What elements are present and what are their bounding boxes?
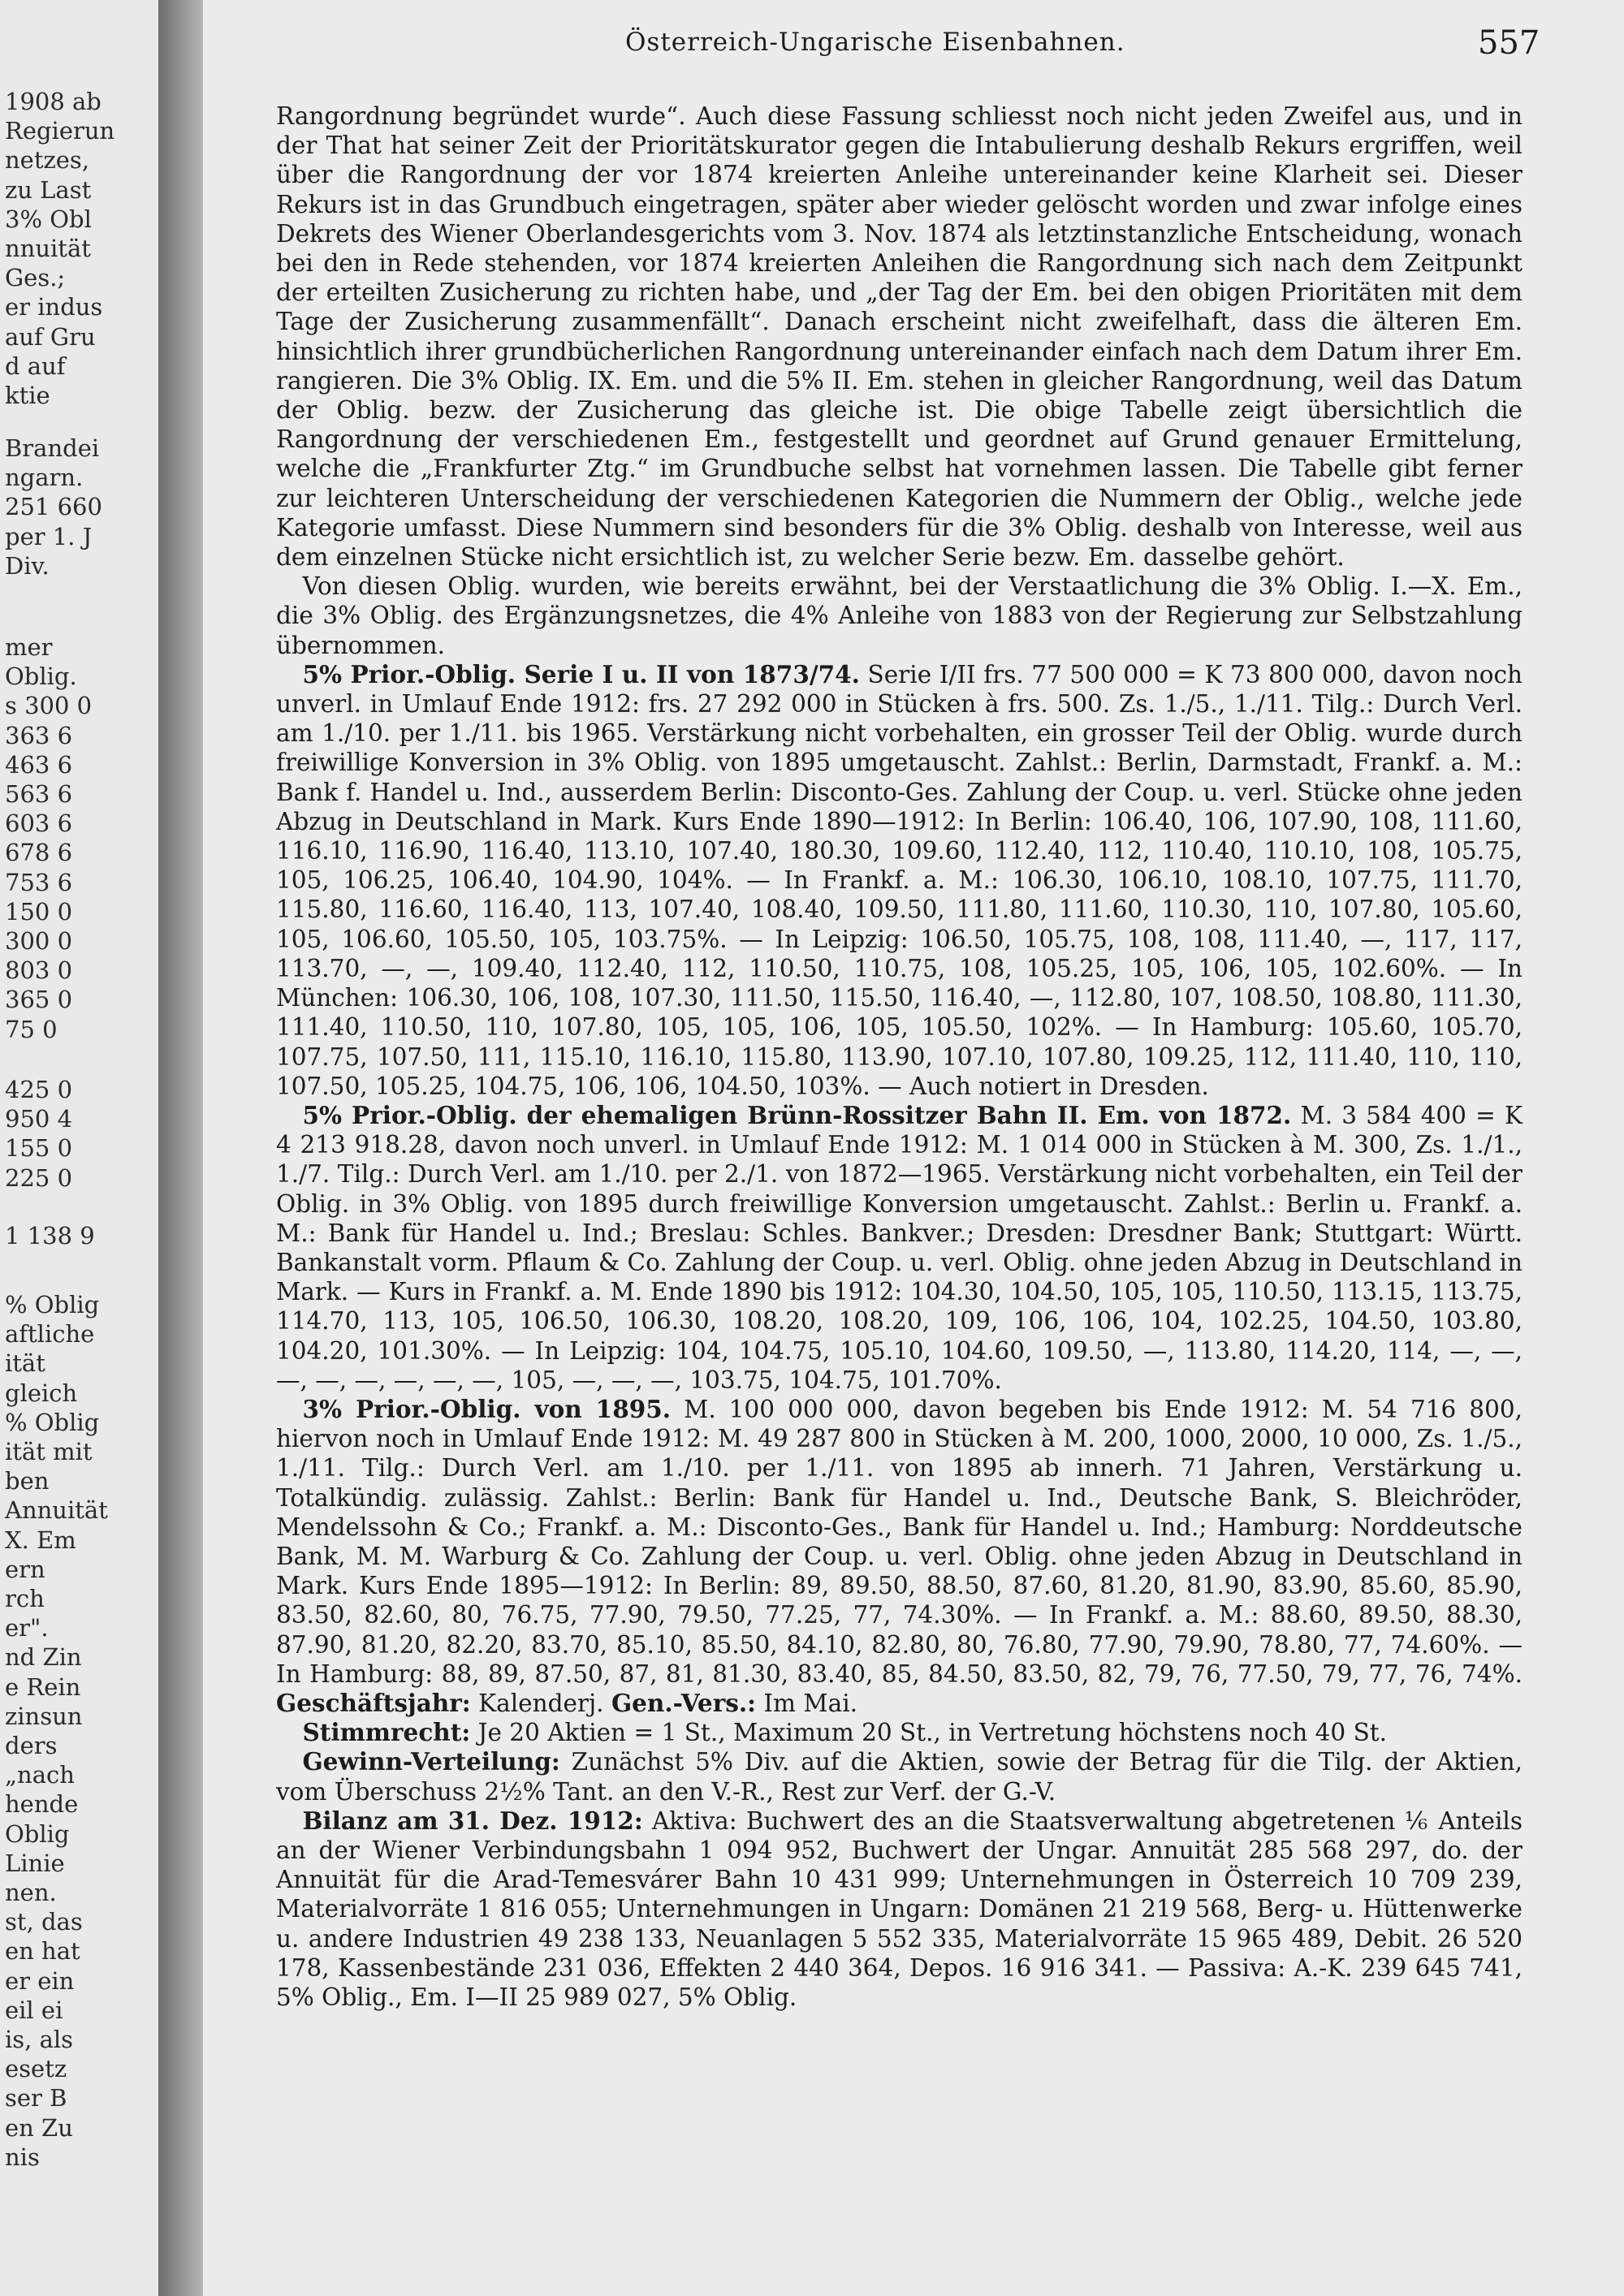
left-page-line: 3% Obl <box>5 205 92 233</box>
left-page-line: 603 6 <box>5 809 73 838</box>
left-page-line: 950 4 <box>5 1105 73 1133</box>
left-page-line: 300 0 <box>5 927 73 955</box>
paragraph-prior-1895 <box>276 1395 1522 1718</box>
left-page-line: auf Gru <box>5 322 96 351</box>
left-page-line: ngarn. <box>5 464 84 492</box>
paragraph-bruenn-rossitz <box>276 1101 1522 1395</box>
left-page-line: Div. <box>5 551 50 580</box>
left-page-line: „nach <box>5 1761 75 1789</box>
left-page-line: 1908 ab <box>5 88 102 115</box>
left-page-line: rch <box>5 1585 45 1612</box>
section-heading: Stimmrecht: <box>302 1718 471 1747</box>
left-page-line: 251 660 <box>5 493 102 521</box>
left-page-line: ben <box>5 1467 50 1495</box>
left-page-line: nnuität <box>5 235 91 262</box>
section-heading: Geschäftsjahr: <box>276 1688 471 1717</box>
left-page-line: Oblig. <box>5 662 77 691</box>
paragraph-text: M. 3 584 400 = K 4 213 918.28, davon noch unverl. in Umlauf Ende 1912: M. 1 014 000 in Stücken à M. 300, Zs. 1./1., 1./7. Tilg.: Durch Verl. am 1./10. per 2./1. von 1872—1965. Verstärkung nicht vorbehalten, ein Teil der Oblig. in 3% Oblig. von 1895 durch freiwillige Konversion umgetauscht. Zahlst.: Berlin u. Frankf. a. M.: Bank für Handel u. Ind.; Breslau: Schles. Bankver.; Dresden: Dresdner Bank; Stuttgart: Württ. Bankanstalt vorm. Pflaum & Co. Zahlung der Coup. u. verl. Oblig. ohne jeden Abzug in Deutschland in Mark. — Kurs in Frankf. a. M. Ende 1890 bis 1912: 104.30, 104.50, 105, 105, 110.50, 113.15, 113.75, 114.70, 113, 105, 106.50, 106.30, 108.20, 108.20, 109, 106, 106, 104, 102.25, 104.50, 103.80, 104.20, 101.30%. — In Leipzig: 104, 104.75, 105.10, 104.60, 109.50, —, 113.80, 114.20, 114, —, —, —, —, —, —, —, —, 105, —, —, —, 103.75, 104.75, 101.70%. <box>276 1101 1522 1394</box>
paragraph-text: Von diesen Oblig. wurden, wie bereits erwähnt, bei der Verstaatlichung die 3% Oblig. I.—X. Em., die 3% Oblig. des Ergänzungsnetzes, die 4% Anleihe von 1883 von der Regierung zur Selbstzahlung übernommen. <box>276 572 1522 659</box>
left-page-line: ser B <box>5 2084 67 2113</box>
left-page-line: gleich <box>5 1379 78 1407</box>
left-page-line: d auf <box>5 352 66 380</box>
left-page-line: hende <box>5 1790 79 1819</box>
left-page-line: per 1. J <box>5 522 93 550</box>
paragraph-stimmrecht <box>276 1718 1522 1747</box>
left-page-line: zinsun <box>5 1702 83 1730</box>
paragraph-text: Rangordnung begründet wurde“. Auch diese Fassung schliesst noch nicht jeden Zweifel aus, und in der That hat seiner Zeit der Prioritätskurator gegen die Intabulierung deshalb Rekurs ergriffen, weil über die Rangordnung der vor 1874 kreierten Anleihe untereinander keine Klarheit sei. Dieser Rekurs ist in das Grundbuch eingetragen, später aber wieder gelöscht worden und zwar infolge eines Dekrets des Wiener Oberlandesgerichts vom 3. Nov. 1874 als letztinstanzliche Entscheidung, wonach bei den in Rede stehenden, vor 1874 kreierten Anleihen die Rangordnung sich nach dem Zeitpunkt der erteilten Zusicherung zu richten habe, und „der Tag der Em. bei den obigen Prioritäten mit dem Tage der Zusicherung zusammenfällt“. Danach erscheint nicht zweifelhaft, dass die älteren Em. hinsichtlich ihrer grundbücherlichen Rangordnung untereinander einfach nach dem Datum ihrer Em. rangieren. Die 3% Oblig. IX. Em. und die 5% II. Em. stehen in gleicher Rangordnung, weil das Datum der Oblig. bezw. der Zusicherung das gleiche ist. Die obige Tabelle zeigt übersichtlich die Rangordnung der verschiedenen Em., festgestellt und geordnet auf Grund genauer Ermittelung, welche die „Frankfurter Ztg.“ im Grundbuche selbst hat vornehmen lassen. Die Tabelle gibt ferner zur leichteren Unterscheidung der verschiedenen Kategorien die Nummern der Oblig., welche jede Kategorie umfasst. Diese Nummern sind besonders für die 3% Oblig. deshalb von Interesse, weil aus dem einzelnen Stücke nicht ersichtlich ist, zu welcher Serie bezw. Em. dasselbe gehört. <box>276 102 1522 572</box>
paragraph-text: Im Mai. <box>763 1689 858 1717</box>
left-page-line: Regierun <box>5 117 115 145</box>
paragraph-serie-1-2 <box>276 660 1522 1101</box>
paragraph-text: Kalenderj. <box>478 1689 604 1717</box>
left-page-line: 463 6 <box>5 750 73 779</box>
left-page-line: eil ei <box>5 1996 63 2024</box>
section-heading: Gen.-Vers.: <box>611 1688 757 1717</box>
left-page-line: X. Em <box>5 1526 76 1554</box>
left-page-line: % Oblig <box>5 1408 100 1436</box>
left-page-line: 803 0 <box>5 956 73 985</box>
left-page-line: 1 138 9 <box>5 1222 95 1249</box>
body-text <box>276 101 1522 2012</box>
page <box>203 0 1624 2296</box>
running-title: Österreich-Ungarische Eisenbahnen. <box>625 28 1125 57</box>
paragraph-text: M. 100 000 000, davon begeben bis Ende 1912: M. 54 716 800, hiervon noch in Umlauf Ende 1912: M. 49 287 800 in Stücken à M. 200, 1000, 2000, 10 000, Zs. 1./5., 1./11. Tilg.: Durch Verl. am 1./10. per 1./11. von 1895 ab innerh. 71 Jahren, Verstärkung u. Totalkündig. zulässig. Zahlst.: Berlin: Bank für Handel u. Ind., Deutsche Bank, S. Bleichröder, Mendelssohn & Co.; Frankf. a. M.: Disconto-Ges., Bank für Handel u. Ind.; Hamburg: Norddeutsche Bank, M. M. Warburg & Co. Zahlung der Coup. u. verl. Oblig. ohne jeden Abzug in Deutschland in Mark. Kurs Ende 1895—1912: In Berlin: 89, 89.50, 88.50, 87.60, 81.20, 81.90, 83.90, 85.60, 85.90, 83.50, 82.60, 80, 76.75, 77.90, 79.50, 77.25, 77, 74.30%. — In Frankf. a. M.: 88.60, 89.50, 88.30, 87.90, 81.20, 82.20, 83.70, 85.10, 85.50, 84.10, 82.80, 80, 76.80, 77.90, 79.90, 78.80, 77, 74.60%. — In Hamburg: 88, 89, 87.50, 87, 81, 81.30, 83.40, 85, 84.50, 83.50, 82, 79, 76, 77.50, 79, 77, 76, 74%. <box>276 1395 1522 1688</box>
paragraph-text: Zunächst 5% Div. auf die Aktien, sowie der Betrag für die Tilg. der Aktien, vom Überschuss 2½% Tant. an den V.-R., Rest zur Verf. der G.-V. <box>276 1748 1522 1806</box>
running-head <box>203 24 1624 67</box>
section-heading: Bilanz am 31. Dez. 1912: <box>302 1806 643 1835</box>
paragraph-bilanz <box>276 1806 1522 2012</box>
left-page-line: 150 0 <box>5 897 73 926</box>
left-page-line: ität <box>5 1349 45 1378</box>
left-page-line: esetz <box>5 2055 67 2083</box>
left-page-line: Brandei <box>5 434 100 462</box>
left-page-line: st, das <box>5 1908 83 1936</box>
left-page-line: ität mit <box>5 1438 93 1465</box>
left-page-line: % Oblig <box>5 1291 100 1318</box>
left-page-line: nen. <box>5 1879 57 1906</box>
paragraph-uebernahme <box>276 572 1522 660</box>
left-page-line: en Zu <box>5 2113 73 2142</box>
left-page-line: Annuität <box>5 1496 108 1525</box>
paragraph-text: Serie I/II frs. 77 500 000 = K 73 800 000, davon noch unverl. in Umlauf Ende 1912: frs. 27 292 000 in Stücken à frs. 500. Zs. 1./5., 1./11. Tilg.: Durch Verl. am 1./10. per 1./11. bis 1965. Verstärkung nicht vorbehalten, ein grosser Teil der Oblig. wurde durch freiwillige Konversion in 3% Oblig. von 1895 umgetauscht. Zahlst.: Berlin, Darmstadt, Frankf. a. M.: Bank f. Handel u. Ind., ausserdem Berlin: Disconto-Ges. Zahlung der Coup. u. verl. Stücke ohne jeden Abzug in Deutschland in Mark. Kurs Ende 1890—1912: In Berlin: 106.40, 106, 107.90, 108, 111.60, 116.10, 116.90, 116.40, 113.10, 107.40, 180.30, 109.60, 112.40, 112, 110.40, 110.10, 108, 105.75, 105, 106.25, 106.40, 104.90, 104%. — In Frankf. a. M.: 106.30, 106.10, 108.10, 107.75, 111.70, 115.80, 116.60, 116.40, 113, 107.40, 108.40, 109.50, 111.80, 111.60, 110.30, 110, 107.80, 105.60, 105, 106.60, 105.50, 105, 103.75%. — In Leipzig: 106.50, 105.75, 108, 108, 111.40, —, 117, 117, 113.70, —, —, 109.40, 112.40, 112, 110.50, 110.75, 108, 105.25, 105, 106, 105, 102.60%. — In München: 106.30, 106, 108, 107.30, 111.50, 115.50, 116.40, —, 112.80, 107, 108.50, 108.80, 111.30, 111.40, 110.50, 110, 107.80, 105, 105, 106, 105, 105.50, 102%. — In Hamburg: 105.60, 105.70, 107.75, 107.50, 111, 115.10, 116.10, 115.80, 113.90, 107.10, 107.80, 109.25, 112, 111.40, 110, 110, 107.50, 105.25, 104.75, 106, 106, 104.50, 103%. — Auch notiert in Dresden. <box>276 660 1522 1100</box>
left-page-line: is, als <box>5 2026 74 2053</box>
left-page-line: er". <box>5 1614 49 1642</box>
page-number: 557 <box>1478 24 1540 62</box>
section-heading: Gewinn-Verteilung: <box>302 1747 560 1776</box>
left-page-line: ern <box>5 1555 45 1583</box>
section-heading: 5% Prior.-Oblig. der ehemaligen Brünn-Rossitzer Bahn II. Em. von 1872. <box>302 1100 1292 1129</box>
book-gutter <box>158 0 203 2296</box>
left-page-line: 563 6 <box>5 780 73 808</box>
left-page-line: ders <box>5 1732 58 1759</box>
left-page-line: er ein <box>5 1966 75 1995</box>
paragraph-text: Aktiva: Buchwert des an die Staatsverwaltung abgetretenen ⅙ Anteils an der Wiener Verbindungsbahn 1 094 952, Buchwert der Ungar. Annuität 285 568 297, do. der Annuität für die Arad-Temesvárer Bahn 10 431 999; Unternehmungen in Österreich 10 709 239, Materialvorräte 1 816 055; Unternehmungen in Ungarn: Domänen 21 219 568, Berg- u. Hüttenwerke u. andere Industrien 49 238 133, Neuanlagen 5 552 335, Materialvorräte 15 965 489, Debit. 26 520 178, Kassenbestände 231 036, Effekten 2 440 364, Depos. 16 916 341. — Passiva: A.-K. 239 645 741, 5% Oblig., Em. I—II 25 989 027, 5% Oblig. <box>276 1806 1522 2011</box>
left-page-line: aftliche <box>5 1320 95 1349</box>
left-page-line: s 300 0 <box>5 692 93 720</box>
left-page-line: 753 6 <box>5 868 73 896</box>
left-page-line: ktie <box>5 382 50 409</box>
left-page-line: Ges.; <box>5 264 66 292</box>
section-heading: 3% Prior.-Oblig. von 1895. <box>302 1394 672 1423</box>
left-page-line: 225 0 <box>5 1163 73 1192</box>
section-heading: 5% Prior.-Oblig. Serie I u. II von 1873/74. <box>302 659 860 688</box>
left-page-line: 425 0 <box>5 1076 73 1103</box>
left-page-line: er indus <box>5 293 103 322</box>
left-page-line: Linie <box>5 1849 65 1877</box>
left-page-fragment <box>0 0 158 2296</box>
left-page-line: 365 0 <box>5 986 73 1014</box>
left-page-line: nd Zin <box>5 1643 82 1672</box>
left-page-line: 363 6 <box>5 721 73 749</box>
left-page-line: 678 6 <box>5 839 73 867</box>
left-page-line: nis <box>5 2143 40 2171</box>
left-page-line: e Rein <box>5 1672 81 1701</box>
left-page-line: 155 0 <box>5 1134 73 1163</box>
left-page-line: Oblig <box>5 1819 70 1848</box>
left-page-line: en hat <box>5 1937 80 1966</box>
paragraph-intro <box>276 101 1522 572</box>
left-page-line: netzes, <box>5 146 90 175</box>
paragraph-text: Je 20 Aktien = 1 St., Maximum 20 St., in Vertretung höchstens noch 40 St. <box>477 1719 1388 1747</box>
left-page-line: zu Last <box>5 175 92 204</box>
paragraph-gewinn <box>276 1747 1522 1806</box>
left-page-line: mer <box>5 633 53 661</box>
left-page-line: 75 0 <box>5 1015 58 1043</box>
